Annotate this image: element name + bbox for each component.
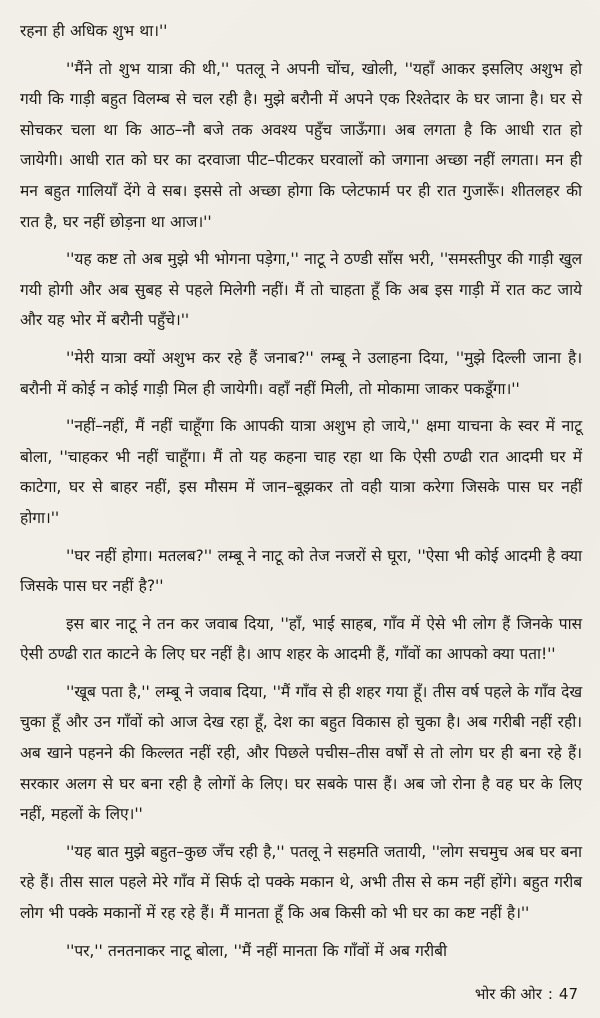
paragraph: ''मेरी यात्रा क्यों अशुभ कर रहे हैं जनाब?'' लम्बू ने उलाहना दिया, ''मुझे दिल्ली जाना है। बरौनी में कोई न कोई गाड़ी मिल ही जायेगी। वहाँ नहीं मिली, तो मोकामा जाकर पकडूँगा।'' [20,348,582,398]
paragraph: इस बार नाटू ने तन कर जवाब दिया, ''हाँ, भाई साहब, गाँव में ऐसे भी लोग हैं जिनके पास ऐसी ठण्ढी रात काटने के लिए घर नहीं है। आप शहर के आदमी हैं, गाँवों का आपको क्या पता!'' [20,614,582,664]
paragraph: ''खूब पता है,'' लम्बू ने जवाब दिया, ''मैं गाँव से ही शहर गया हूँ। तीस वर्ष पहले के गाँव देख चुका हूँ और उन गाँवों को आज देख रहा हूँ, देश का बहुत विकास हो चुका है। अब गरीबी नहीं रही। अब खाने पहनने की किल्लत नहीं रही, और पिछले पचीस–तीस वर्षों से तो लोग घर ही बना रहे हैं। सरकार अलग से घर बना रही है लोगों के लिए। घर सबके पास हैं। अब जो रोना है वह घर के लिए नहीं, महलों के लिए।'' [20,682,582,824]
page-body-text [20,16,582,966]
footer-separator: : [547,985,553,1003]
paragraph: ''यह कष्ट तो अब मुझे भी भोगना पड़ेगा,'' नाटू ने ठण्डी साँस भरी, ''समस्तीपुर की गाड़ी खुल गयी होगी और अब सुबह से पहले मिलेगी नहीं। मैं तो चाहता हूँ कि अब इस गाड़ी में रात कट जाये और यह भोर में बरौनी पहुँचे।'' [20,250,582,330]
paragraph: रहना ही अधिक शुभ था।'' [20,22,168,40]
page-number: 47 [558,985,578,1003]
page-footer [475,984,578,1004]
paragraph: ''यह बात मुझे बहुत–कुछ जँच रही है,'' पतलू ने सहमति जतायी, ''लोग सचमुच अब घर बना रहे हैं। तीस साल पहले मेरे गाँव में सिर्फ दो पक्के मकान थे, अभी तीस से कम नहीं होंगे। बहुत गरीब लोग भी पक्के मकानों में रह रहे हैं। मैं मानता हूँ कि अब किसी को भी घर का कष्ट नहीं है।'' [20,842,582,923]
paragraph: ''पर,'' तनतनाकर नाटू बोला, ''मैं नहीं मानता कि गाँवों में अब गरीबी [66,941,447,960]
paragraph: ''मैंने तो शुभ यात्रा की थी,'' पतलू ने अपनी चोंच, खोली, ''यहाँ आकर इसलिए अशुभ हो गयी कि गाड़ी बहुत विलम्ब से चल रही है। मुझे बरौनी में अपने एक रिश्तेदार के घर जाना है। घर से सोचकर चला था कि आठ–नौ बजे तक अवश्य पहुँच जाऊँगा। अब लगता है कि आधी रात हो जायेगी। आधी रात को घर का दरवाजा पीट–पीटकर घरवालों को जगाना अच्छा नहीं लगता। मन ही मन बहुत गालियाँ देंगे वे सब। इससे तो अच्छा होगा कि प्लेटफार्म पर ही रात गुजारूँ। शीतलहर की रात है, घर नहीं छोड़ना था आज।'' [20,59,582,231]
paragraph: ''घर नहीं होगा। मतलब?'' लम्बू ने नाटू को तेज नजरों से घूरा, ''ऐसा भी कोई आदमी है क्या जिसके पास घर नहीं है?'' [20,546,582,596]
running-title: भोर की ओर [474,985,542,1003]
paragraph: ''नहीं–नहीं, मैं नहीं चाहूँगा कि आपकी यात्रा अशुभ हो जाये,'' क्षमा याचना के स्वर में नाटू बोला, ''चाहकर भी नहीं चाहूँगा। मैं तो यह कहना चाह रहा था कि ऐसी ठण्ढी रात आदमी घर में काटेगा, घर से बाहर नहीं, इस मौसम में जान–बूझकर तो वही यात्रा करेगा जिसके पास घर नहीं होगा।'' [20,417,582,527]
